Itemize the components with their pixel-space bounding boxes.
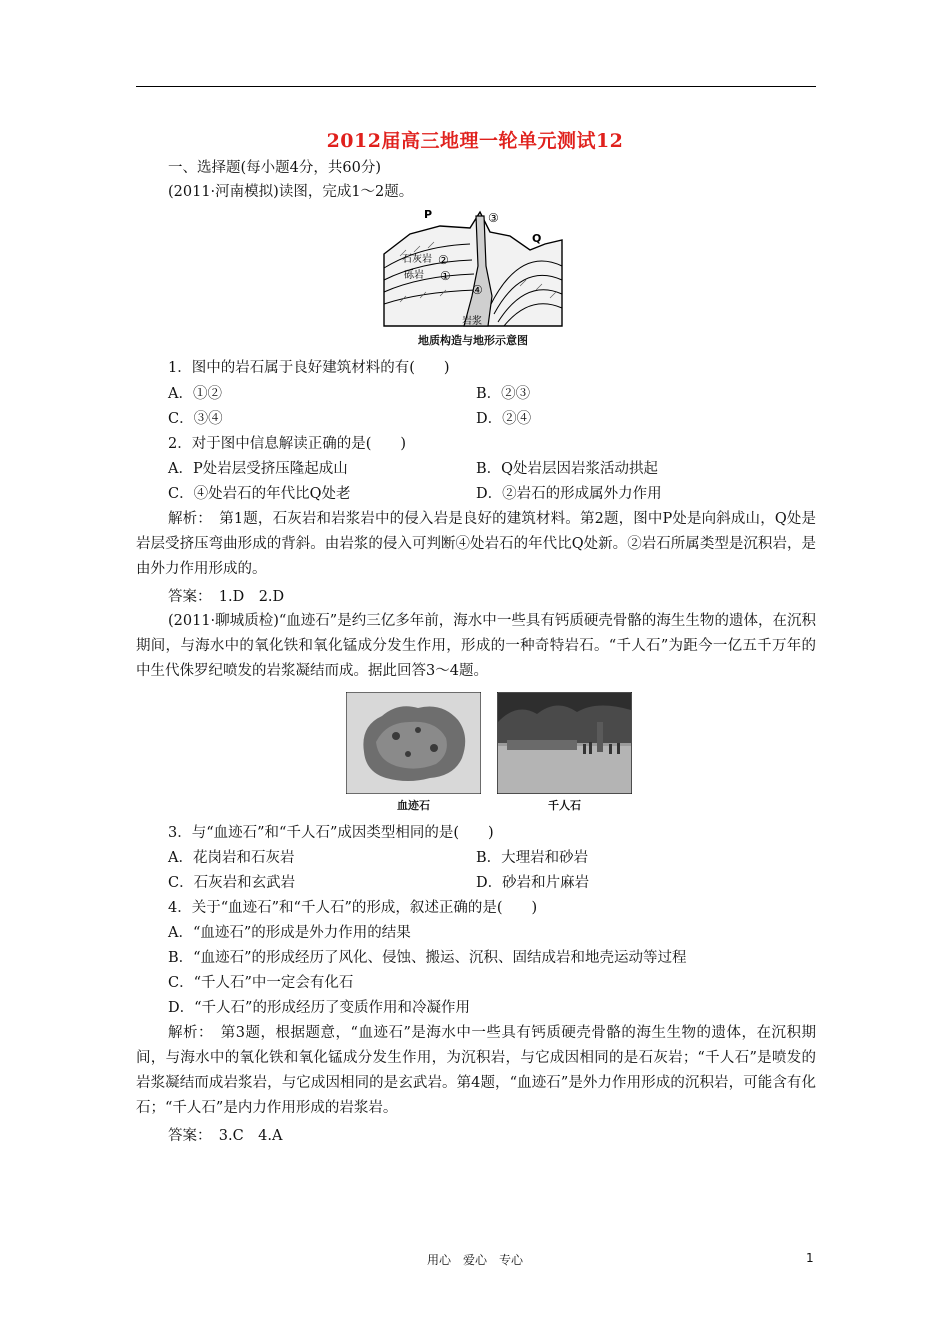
analysis-1: 解析： 第1题，石灰岩和岩浆岩中的侵入岩是良好的建筑材料。第2题，图中P处是向斜成山，Q处是岩层受挤压弯曲形成的背斜。由岩浆的侵入可判断④处岩石的年代比Q处新。②岩石所属类型是沉积岩，是由外力作用形成的。 <box>136 511 816 577</box>
label-magma: 岩浆 <box>462 316 482 327</box>
q2-option-b: B．Q处岩层因岩浆活动拱起 <box>476 461 659 477</box>
label-conglomerate: 砾岩 <box>404 270 424 281</box>
q4-option-d: D．“千人石”的形成经历了变质作用和冷凝作用 <box>168 1000 470 1016</box>
intro-1: (2011·河南模拟)读图，完成1～2题。 <box>168 184 414 200</box>
q2-option-d: D．②岩石的形成属外力作用 <box>476 486 662 502</box>
answer-2: 答案： 3.C 4.A <box>168 1128 283 1144</box>
q4-stem: 4．关于“血迹石”和“千人石”的形成，叙述正确的是( ) <box>168 900 538 916</box>
footer-slogan: 用心 爱心 专心 <box>426 1253 523 1267</box>
figure-2-left-caption: 血迹石 <box>397 799 430 812</box>
bloodstone-photo <box>346 692 481 794</box>
header-rule <box>136 86 816 87</box>
analysis-2: 解析： 第3题，根据题意，“血迹石”是海水中一些具有钙质硬壳骨骼的海生生物的遗体，在沉积期间，与海水中的氧化铁和氧化锰成分发生作用，为沉积岩，与它成因相同的是石灰岩；“千人石”是喷发的岩浆凝结而成岩浆岩，与它成因相同的是玄武岩。第4题，“血迹石”是外力作用形成的沉积岩，可能含有化石；“千人石”是内力作用形成的岩浆岩。 <box>136 1025 816 1116</box>
q1-stem: 1．图中的岩石属于良好建筑材料的有( ) <box>168 360 450 376</box>
q3-option-b: B．大理岩和砂岩 <box>476 850 589 866</box>
label-limestone: 石灰岩 <box>402 254 432 265</box>
q1-option-d: D．②④ <box>476 411 532 427</box>
q3-option-c: C．石灰岩和玄武岩 <box>168 875 296 891</box>
q3-option-a: A．花岗岩和石灰岩 <box>168 850 295 866</box>
q4-option-a: A．“血迹石”的形成是外力作用的结果 <box>168 925 411 941</box>
intro-2: (2011·聊城质检)“血迹石”是约三亿多年前，海水中一些具有钙质硬壳骨骼的海生生物的遗体，在沉积期间，与海水中的氧化铁和氧化锰成分发生作用，形成的一种奇特岩石。“千人石”为距今一亿五千万年的中生代侏罗纪喷发的岩浆凝结而成。据此回答3～4题。 <box>136 613 816 679</box>
q2-stem: 2．对于图中信息解读正确的是( ) <box>168 436 407 452</box>
page-number: 1 <box>806 1251 814 1265</box>
label-q: Q <box>532 232 542 245</box>
label-p: P <box>424 208 433 221</box>
q1-option-c: C．③④ <box>168 411 223 427</box>
q2-option-a: A．P处岩层受挤压隆起成山 <box>168 461 348 477</box>
q3-stem: 3．与“血迹石”和“千人石”成因类型相同的是( ) <box>168 825 494 841</box>
label-2: ② <box>438 253 449 267</box>
answer-1: 答案： 1.D 2.D <box>168 589 285 605</box>
page-title: 2012届高三地理一轮单元测试12 <box>326 130 624 152</box>
figure-1-caption: 地质构造与地形示意图 <box>418 334 528 347</box>
thousand-people-stone-photo <box>497 692 632 794</box>
label-3: ③ <box>488 211 499 225</box>
section-heading: 一、选择题(每小题4分，共60分) <box>168 160 381 176</box>
geology-diagram <box>380 206 566 330</box>
q4-option-c: C．“千人石”中一定会有化石 <box>168 975 354 991</box>
q1-option-a: A．①② <box>168 386 222 402</box>
q1-option-b: B．②③ <box>476 386 531 402</box>
label-1: ① <box>440 269 451 283</box>
figure-2-right-caption: 千人石 <box>548 799 581 812</box>
label-4: ④ <box>472 283 483 297</box>
q4-option-b: B．“血迹石”的形成经历了风化、侵蚀、搬运、沉积、固结成岩和地壳运动等过程 <box>168 950 687 966</box>
q2-option-c: C．④处岩石的年代比Q处老 <box>168 486 351 502</box>
q3-option-d: D．砂岩和片麻岩 <box>476 875 590 891</box>
